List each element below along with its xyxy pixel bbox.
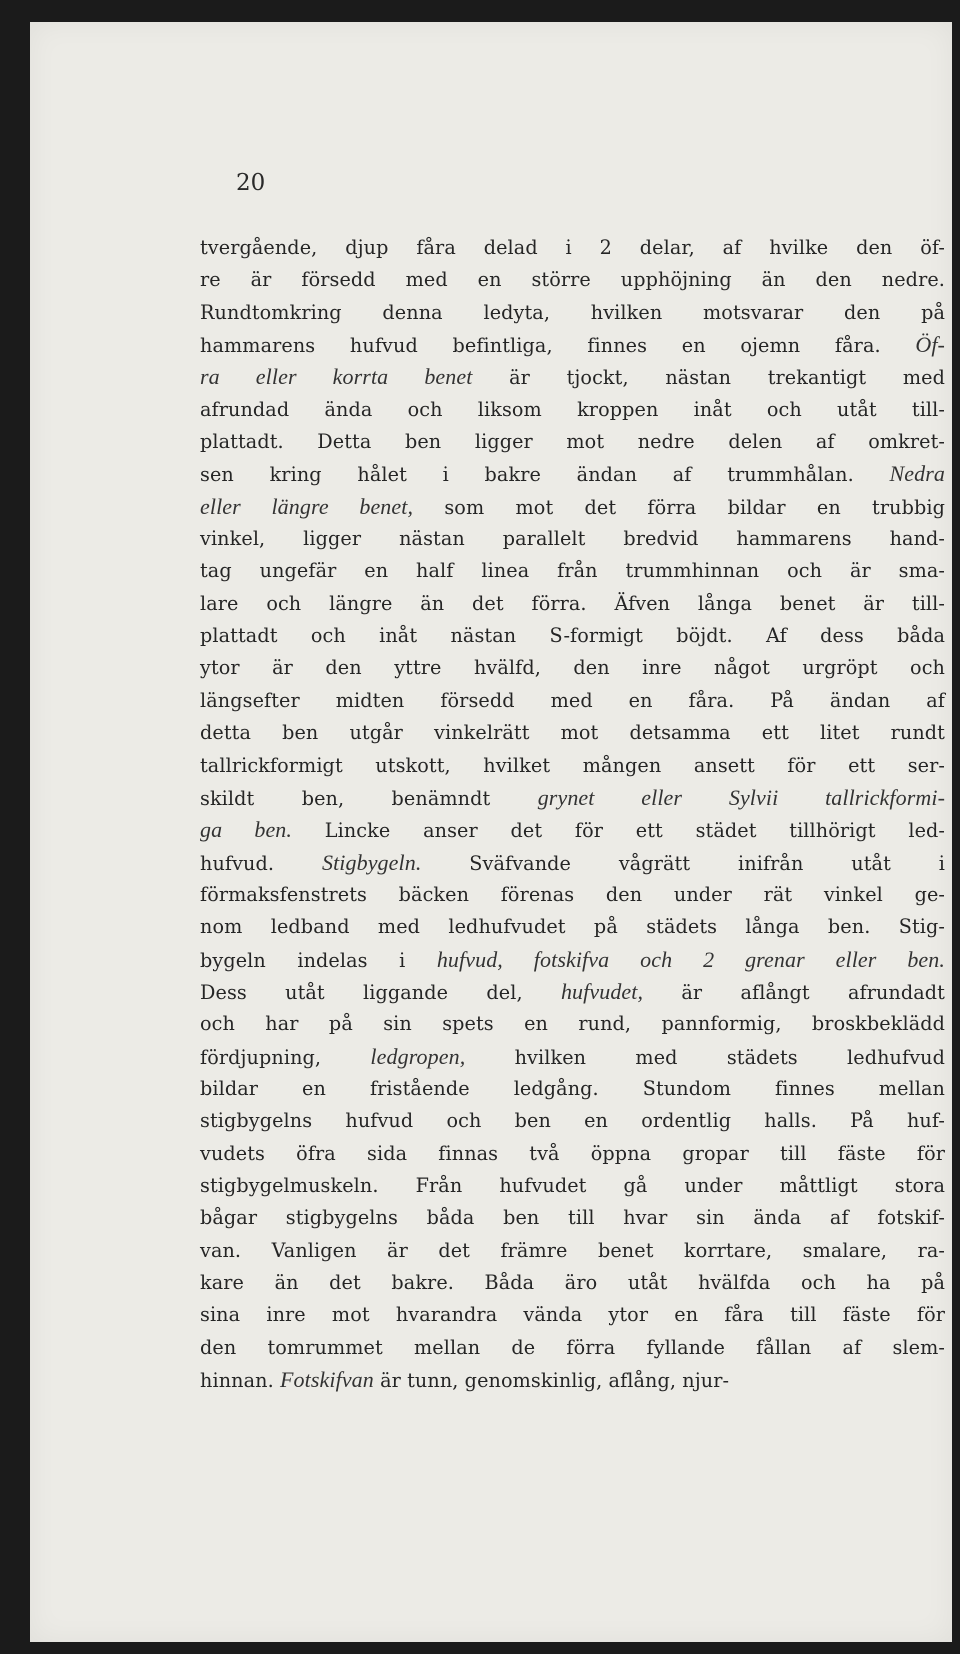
text-line	[200, 685, 945, 717]
text-line	[200, 361, 945, 393]
text-run: afrundad ända och liksom kroppen inåt och utåt till-	[200, 397, 945, 421]
text-line	[200, 426, 945, 458]
text-run: plattadt. Detta ben ligger mot nedre delen af omkret-	[200, 430, 945, 454]
italic-term: grynet eller Sylvii tallrickformi-	[537, 784, 946, 810]
text-line	[200, 1332, 945, 1364]
text-run: tallrickformigt utskott, hvilket mången ansett för ett ser-	[200, 753, 945, 777]
body-text	[200, 232, 945, 1396]
italic-term: hufvud, fotskifva och 2 grenar eller ben.	[436, 946, 946, 972]
text-line	[200, 523, 945, 555]
italic-term: Stigbygeln.	[321, 849, 422, 875]
text-run: nom ledband med ledhufvudet på städets långa ben. Stig-	[200, 915, 945, 939]
italic-term: ra eller korrta benet	[200, 364, 473, 390]
text-run: skildt ben, benämndt	[200, 786, 538, 810]
text-line	[200, 329, 945, 361]
text-line	[200, 555, 945, 587]
text-run: kare än det bakre. Båda äro utåt hvälfda och ha på	[200, 1271, 945, 1294]
text-run: och har på sin spets en rund, pannformig, broskbeklädd	[200, 1012, 945, 1036]
text-line	[200, 232, 945, 264]
text-run: sina inre mot hvarandra vända ytor en fåra till fäste för	[200, 1303, 945, 1327]
text-line	[200, 620, 945, 652]
text-line	[200, 1364, 945, 1396]
text-run: fördjupning,	[200, 1045, 371, 1069]
text-line	[200, 394, 945, 426]
text-run: ytor är den yttre hvälfd, den inre något urgröpt och	[200, 656, 945, 680]
text-run: bildar en fristående ledgång. Stundom finnes mellan	[200, 1076, 945, 1100]
text-run: som mot det förra bildar en trubbig	[413, 495, 945, 519]
text-line	[200, 458, 945, 490]
text-line	[200, 264, 945, 296]
text-run: bygeln indelas i	[200, 948, 437, 972]
italic-term: Nedra	[889, 461, 945, 487]
text-line	[200, 491, 945, 523]
text-line	[200, 1041, 945, 1073]
text-line	[200, 1073, 945, 1105]
italic-term: hufvudet,	[560, 978, 644, 1004]
text-run: tvergående, djup fåra delad i 2 delar, af hvilke den öf-	[200, 236, 945, 259]
text-run: sen kring hålet i bakre ändan af trummhålan.	[200, 463, 890, 487]
text-run: van. Vanligen är det främre benet korrtare, smalare, ra-	[200, 1238, 945, 1262]
text-line	[200, 1105, 945, 1137]
text-line	[200, 1008, 945, 1040]
italic-term: ga ben.	[200, 817, 293, 843]
text-run: hufvud.	[200, 851, 322, 875]
italic-term: eller längre benet,	[200, 493, 414, 519]
text-run: den tomrummet mellan de förra fyllande fållan af slem-	[200, 1335, 945, 1359]
italic-term: ledgropen,	[370, 1043, 466, 1069]
text-run: Lincke anser det för ett städet tillhörigt led-	[292, 819, 945, 843]
text-line	[200, 911, 945, 943]
text-line	[200, 976, 945, 1008]
text-run: Sväfvande vågrätt inifrån utåt i	[421, 851, 946, 875]
book-page	[30, 22, 952, 1642]
text-line	[200, 1170, 945, 1202]
text-run: hammarens hufvud befintliga, finnes en ojemn fåra.	[200, 334, 916, 358]
italic-term: Öf-	[915, 332, 945, 358]
text-line	[200, 944, 945, 976]
text-line	[200, 1202, 945, 1234]
text-run: Dess utåt liggande del,	[200, 980, 561, 1004]
text-run: stigbygelns hufvud och ben en ordentlig halls. På huf-	[200, 1109, 945, 1133]
text-run: är tunn, genomskinlig, aflång, njur-	[373, 1369, 730, 1393]
text-line	[200, 847, 945, 879]
text-line	[200, 652, 945, 684]
text-run: hinnan.	[200, 1369, 281, 1393]
text-line	[200, 1138, 945, 1170]
text-run: stigbygelmuskeln. Från hufvudet gå under måttligt stora	[200, 1173, 945, 1197]
text-run: är tjockt, nästan trekantigt med	[472, 366, 945, 390]
text-run: plattadt och inåt nästan S-formigt böjdt. Af dess båda	[200, 624, 945, 648]
text-run: är aflångt afrundadt	[643, 980, 945, 1004]
text-run: hvilken med städets ledhufvud	[465, 1045, 945, 1069]
text-run: lare och längre än det förra. Äfven långa benet är till-	[200, 591, 945, 615]
italic-term: Fotskifvan	[280, 1367, 374, 1393]
text-run: vudets öfra sida finnas två öppna gropar till fäste för	[200, 1141, 945, 1165]
text-line	[200, 717, 945, 749]
page-number: 20	[236, 170, 266, 196]
text-run: Rundtomkring denna ledyta, hvilken motsvarar den på	[200, 300, 945, 324]
text-run: längsefter midten försedd med en fåra. På ändan af	[200, 688, 945, 712]
text-run: detta ben utgår vinkelrätt mot detsamma ett litet rundt	[200, 721, 945, 745]
text-line	[200, 750, 945, 782]
text-line	[200, 588, 945, 620]
text-run: bågar stigbygelns båda ben till hvar sin ända af fotskif-	[200, 1206, 945, 1230]
text-line	[200, 1267, 945, 1299]
text-line	[200, 1299, 945, 1331]
text-run: vinkel, ligger nästan parallelt bredvid hammarens hand-	[200, 527, 945, 551]
text-line	[200, 814, 945, 846]
text-run: re är försedd med en större upphöjning än den nedre.	[200, 268, 945, 292]
text-line	[200, 879, 945, 911]
text-line	[200, 297, 945, 329]
text-run: tag ungefär en half linea från trummhinnan och är sma-	[200, 559, 945, 583]
text-line	[200, 1235, 945, 1267]
text-line	[200, 782, 945, 814]
text-run: förmaksfenstrets bäcken förenas den under rät vinkel ge-	[200, 882, 945, 906]
